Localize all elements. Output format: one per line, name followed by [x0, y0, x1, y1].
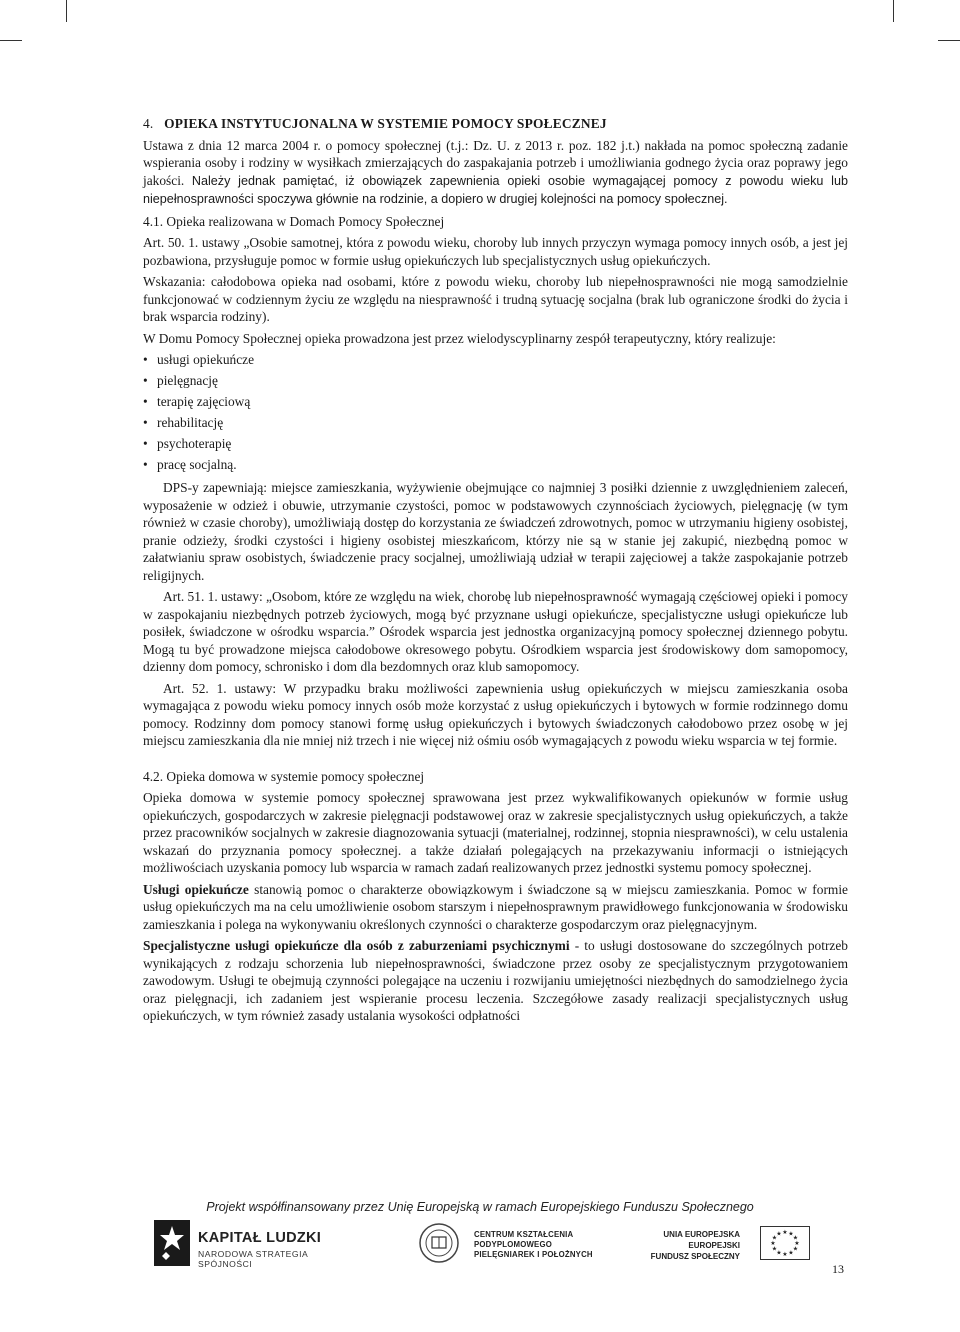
crop-mark — [0, 40, 22, 41]
star-figure-icon — [152, 1218, 192, 1268]
svg-text:★: ★ — [788, 1249, 794, 1257]
footer-logos — [0, 1218, 960, 1278]
specjalistyczne-paragraph — [143, 937, 848, 1025]
eu-flag-icon — [760, 1226, 810, 1260]
kl-title: KAPITAŁ LUDZKI — [198, 1230, 322, 1246]
intro-text-serif: Ustawa z dnia 12 marca 2004 r. o pomocy społecznej (t.j.: Dz. U. z 2013 r. poz. 182 j.t.) nakłada na pomoc społeczną zadanie wspierania osoby i rodziny w wysiłkach zmierzających do zaspakajania potrzeb i umożliwiania godnego życia oraz poprawy jego jakości. — [143, 137, 848, 188]
svg-text:★: ★ — [776, 1249, 782, 1257]
services-list — [143, 349, 848, 475]
section-number: 4. — [143, 116, 154, 131]
subsection-heading-4-2: 4.2. Opieka domowa w systemie pomocy społecznej — [143, 768, 425, 784]
bullet-icon: • — [143, 415, 148, 430]
svg-text:★: ★ — [792, 1234, 799, 1242]
bullet-icon: • — [143, 373, 148, 388]
ck-line-1: CENTRUM KSZTAŁCENIA — [474, 1230, 574, 1239]
art51-paragraph: Art. 51. 1. ustawy: „Osobom, które ze względu na wiek, chorobę lub niepełnosprawność wymagają częściowej opieki i pomocy w zaspokajaniu niezbędnych potrzeb życiowych, mogą być przyznane usługi opiekuńcze, specjalistyczne usługi opiekuńcze lub posiłek, świadczone w ośrodku wsparcia.” Ośrodek wsparcia jest jednostka organizacyjną pomocy społecznej dziennego pobytu. Mogą tu być prowadzone miejsca całodobowe okresowego pobytu. Ośrodkiem wsparcia jest środowiskowy dom samopomocy, dzienny dom pomocy, schronisko i dom dla bezdomnych oraz klub samopomocy. — [143, 589, 848, 674]
ckppip-logo — [418, 1222, 618, 1268]
ck-line-2: PODYPLOMOWEGO — [474, 1240, 552, 1249]
dps-zapewniaja-paragraph: DPS-y zapewniają: miejsce zamieszkania, wyżywienie obejmujące co najmniej 3 posiłki dziennie z uwzględnieniem zaleceń, wyposażenie w odzież i obuwie, utrzymanie czystości, pomoc w podstawowych czynnościach życiowych, pielęgnację (w tym również w czasie choroby), umożliwiają dostęp do korzystania ze świadczeń zdrowotnych, pomoc w utrzymaniu higieny osobistej, pranie odzieży, środki czystości i higieny osobistej mieszkańcom, którzy nie są w stanie jej zakupić, niezbędną pomoc w załatwianiu spraw osobistych, świadczenie pracy socjalnej, umożliwiają udział w terapii zajęciowej a także zaspokajanie potrzeb religijnych. — [143, 480, 848, 583]
wskazania-paragraph: Wskazania: całodobowa opieka nad osobami, które z powodu wieku, choroby lub niepełnosprawności nie mogą samodzielnie funkcjonować w codziennym życiu ze względu na niesprawność i trudną sytuację socjalna (brak lub ograniczone środki do życia i brak wsparcia rodziny). — [143, 274, 848, 324]
bullet-icon: • — [143, 436, 148, 451]
uslugi-term: Usługi opiekuńcze — [143, 881, 249, 897]
svg-text:★: ★ — [792, 1245, 799, 1253]
dps-intro-paragraph: W Domu Pomocy Społecznej opieka prowadzona jest przez wielodyscyplinarny zespół terapeutyczny, który realizuje: — [143, 330, 776, 346]
crop-mark — [66, 0, 67, 22]
list-item: • pracę socjalną. — [143, 454, 848, 475]
eu-line-2: EUROPEJSKI — [688, 1241, 740, 1250]
eu-line-3: FUNDUSZ SPOŁECZNY — [650, 1252, 740, 1261]
art50-paragraph: Art. 50. 1. ustawy „Osobie samotnej, która z powodu wieku, choroby lub innych przyczyn wymaga pomocy innych osób, a jest jej pozbawiona, przysługuje pomoc w formie usług opiekuńczych lub specjalistycznych usług opiekuńczych. — [143, 235, 848, 268]
funding-note: Projekt współfinansowany przez Unię Europejską w ramach Europejskiego Funduszu Społecznego — [206, 1200, 754, 1214]
bullet-icon: • — [143, 457, 148, 472]
svg-text:★: ★ — [794, 1240, 800, 1247]
subsection-heading-4-1: 4.1. Opieka realizowana w Domach Pomocy Społecznej — [143, 213, 445, 229]
art52-paragraph: Art. 52. 1. ustawy: W przypadku braku możliwości zapewnienia usług opiekuńczych w miejscu zamieszkania osoba wymagająca z powodu wieku pomocy innych osób może korzystać z usług opiekuńczych i bytowych w formie rodzinnego domu pomocy. Rodzinny dom pomocy stanowi formę usług opiekuńczych i bytowych świadczonych całodobowo przez osobę w jej miejscu zamieszkania dla nie mniej niż trzech i nie więcej niż ośmiu osób wymagających z powodu wieku wsparcia w tej formie. — [143, 680, 848, 748]
uslugi-text: stanowią pomoc o charakterze obowiązkowym i świadczone są w miejscu zamieszkania. Pomoc w formie usług opiekuńczych ma na celu umożliwienie osobom starszym i niepełnosprawnym prawidłowego funkcjonowania w środowisku zamieszkania i polega na wykonywaniu określonych czynności o charakterze gospodarczym oraz pielęgnacyjnym. — [143, 881, 849, 932]
list-item: • usługi opiekuńcze — [143, 349, 848, 370]
svg-text:★: ★ — [771, 1234, 778, 1242]
list-item: • pielęgnację — [143, 370, 848, 391]
section-title: OPIEKA INSTYTUCJONALNA W SYSTEMIE POMOCY SPOŁECZNEJ — [164, 116, 607, 131]
specjalistyczne-term: Specjalistyczne usługi opiekuńcze dla osób z zaburzeniami psychicznymi — [143, 938, 570, 953]
page-body — [143, 115, 848, 1029]
list-item: • terapię zajęciową — [143, 391, 848, 412]
svg-text:★: ★ — [770, 1240, 776, 1247]
crop-mark — [893, 0, 894, 22]
ck-line-3: PIELĘGNIAREK I POŁOŻNYCH — [474, 1250, 593, 1259]
svg-text:★: ★ — [788, 1230, 794, 1238]
section-heading — [143, 115, 848, 133]
kapital-ludzki-logo — [152, 1218, 352, 1270]
uslugi-paragraph — [143, 881, 848, 934]
page-number: 13 — [832, 1262, 844, 1276]
spacer — [143, 754, 848, 768]
bullet-icon: • — [143, 352, 148, 367]
list-item: • rehabilitację — [143, 412, 848, 433]
eu-line-1: UNIA EUROPEJSKA — [663, 1230, 740, 1239]
kl-subtitle: NARODOWA STRATEGIA SPÓJNOŚCI — [198, 1249, 308, 1269]
intro-text-sans: Należy jednak pamiętać, iż obowiązek zapewnienia opieki osobie wymagającej pomocy z powodu wieku lub niepełnosprawności spoczywa głównie na rodzinie, a dopiero w drugiej kolejności na pomocy społecznej. — [143, 173, 848, 206]
seal-icon — [418, 1222, 460, 1264]
svg-text:★: ★ — [771, 1245, 778, 1253]
crop-mark — [938, 40, 960, 41]
intro-paragraph — [143, 137, 848, 209]
eu-logo — [650, 1226, 806, 1270]
opieka-domowa-paragraph: Opieka domowa w systemie pomocy społecznej sprawowana jest przez wykwalifikowanych opiekunów w formie usług opiekuńczych, gospodarczych w zakresie pielęgnacji podstawowej oraz w zakresie specjalistycznych usług opiekuńczych, a także przez pracowników socjalnych w zakresie diagnozowania sytuacji (materialnej, rodzinnej, stopnia niesprawności), w celu ustalenia wskazań do przyznania pomocy społecznej. a także działań polegających na przekazywaniu informacji o istniejących możliwościach uzyskania pomocy lub wsparcia w ramach zadań realizowanych przez jednostki systemu pomocy społecznej. — [143, 790, 848, 875]
svg-text:★: ★ — [782, 1251, 788, 1258]
svg-text:★: ★ — [776, 1230, 782, 1238]
bullet-icon: • — [143, 394, 148, 409]
list-item: • psychoterapię — [143, 433, 848, 454]
specjalistyczne-text: - to usługi dostosowane do szczególnych potrzeb wynikających z rodzaju schorzenia lub niepełnosprawności, świadczone przez osoby ze specjalistycznym przygotowaniem zawodowym. Usługi te obejmują czynności polegające na uczeniu i rozwijaniu umiejętności niezbędnych do samodzielnego życia oraz pielęgnacji, ich zadaniem jest wspieranie procesu leczenia. Szczegółowe zasady realizacji specjalistycznych usług opiekuńczych, w tym również zasady ustalania wysokości odpłatności — [143, 938, 849, 1023]
svg-text:★: ★ — [782, 1229, 788, 1236]
